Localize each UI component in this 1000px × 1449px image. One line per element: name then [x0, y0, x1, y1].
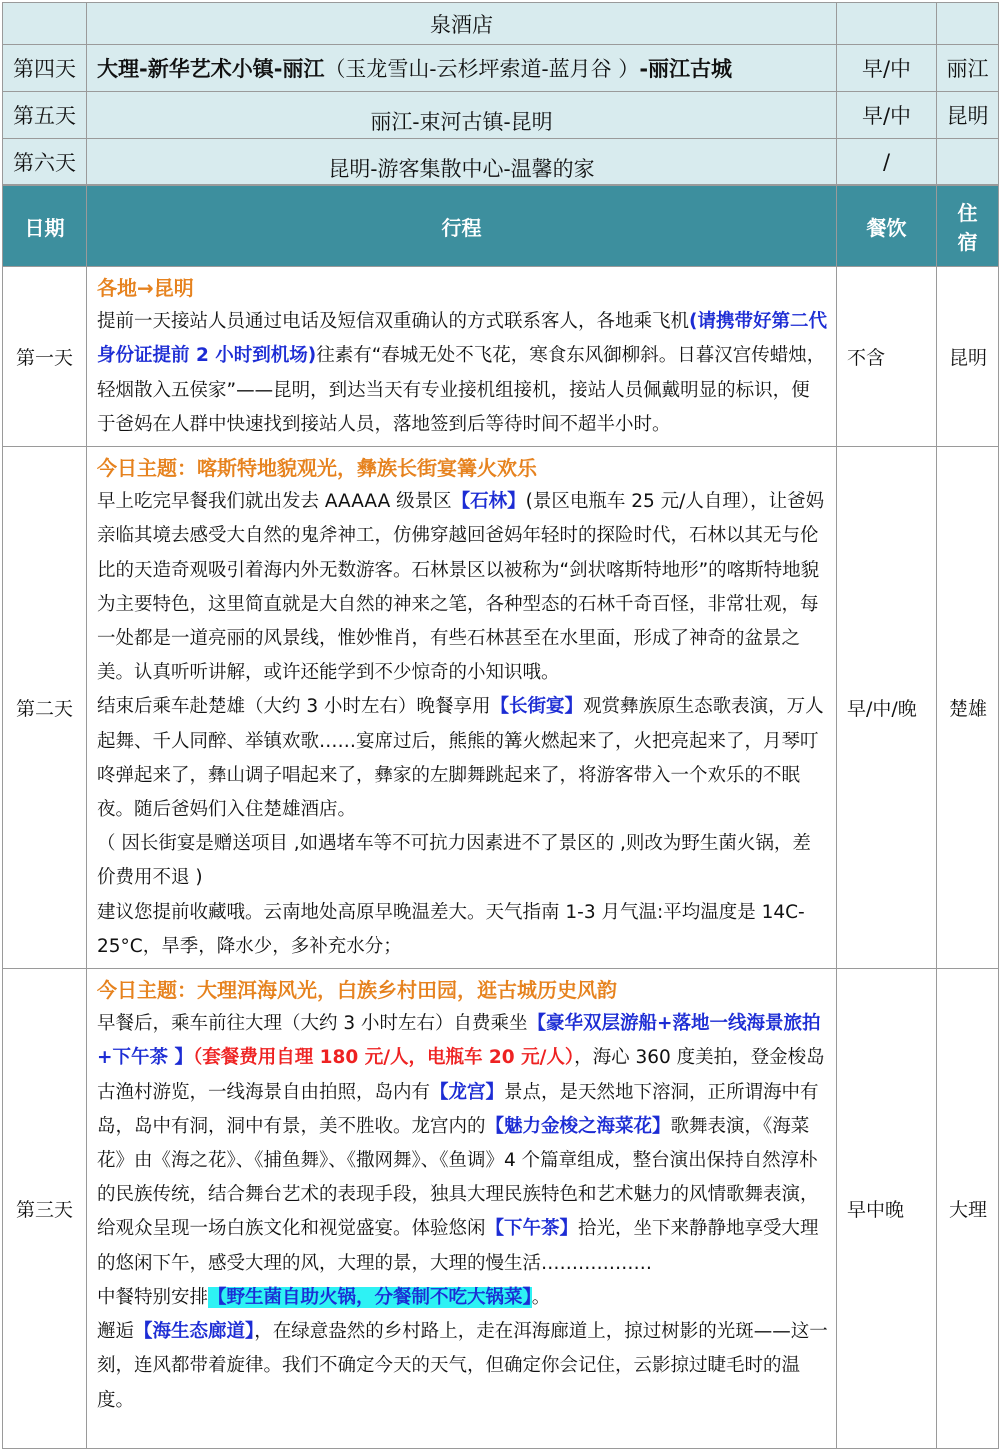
attraction-name: 【魅力金梭之海菜花】 — [485, 1115, 671, 1137]
header-lodging — [937, 186, 999, 267]
day-itinerary — [87, 969, 837, 1449]
day-paragraph — [97, 1315, 828, 1418]
summary-route-day4 — [87, 45, 837, 92]
text-span: 。 — [531, 1286, 551, 1308]
header-lodging-line2: 宿 — [957, 230, 978, 254]
day-label: 第一天 — [3, 267, 87, 447]
day-paragraph — [97, 485, 828, 690]
text-span: 观赏彝族原生态歌表演，万人起舞、千人同醉、举镇欢歌……宴席过后，熊熊的篝火燃起来了，火把亮起来了，月琴叮咚弹起来了，彝山调子唱起来了，彝家的左脚舞跳起来了，将游客带入一个欢乐的不眠夜。随后爸妈们入住楚雄酒店。 — [97, 696, 824, 821]
day-title: 各地→昆明 — [97, 276, 194, 300]
text-span: 早餐后，乘车前往大理（大约 3 小时左右）自费乘坐 — [97, 1013, 528, 1035]
text-span: 提前一天接站人员通过电话及短信双重确认的方式联系客人，各地乘飞机 — [97, 311, 690, 333]
attraction-name: 【海生态廊道】 — [134, 1321, 255, 1343]
summary-route: 昆明-游客集散中心-温馨的家 — [87, 139, 837, 185]
summary-route: 丽江-束河古镇-昆明 — [87, 92, 837, 139]
day-paragraph — [97, 690, 828, 827]
day-itinerary — [87, 447, 837, 969]
text-span: 歌舞表演，《海菜花》由《海之花》、《捕鱼舞》、《撒网舞》、《鱼调》4 个篇章组成，整台演出保持自然淳朴的民族传统，结合舞台艺术的表现手段，独具大理民族特色和艺术魅力的风情歌舞表演，给观众呈现一场白族文化和视觉盛宴。体验悠闲 — [97, 1115, 819, 1240]
day-paragraph — [97, 1281, 828, 1315]
itinerary-header-row — [3, 186, 999, 267]
summary-meal: 早/中 — [837, 45, 937, 92]
day-meals: 早/中/晚 — [837, 447, 937, 969]
day-row-3 — [3, 969, 999, 1449]
day-title: 今日主题：大理洱海风光，白族乡村田园，逛古城历史风韵 — [97, 978, 617, 1003]
attraction-name: 【龙宫】 — [430, 1081, 505, 1103]
route-bold-end: -丽江古城 — [639, 57, 733, 81]
highlight-notice: (请携带好第二代身份证提前 2 小时到机场) — [97, 311, 827, 367]
text-span: 结束后乘车赴楚雄（大约 3 小时左右）晚餐享用 — [97, 696, 491, 718]
attraction-name: 【下午茶】 — [485, 1218, 579, 1240]
day-lodging: 大理 — [937, 969, 999, 1449]
day-label: 第三天 — [3, 969, 87, 1449]
text-span: (景区电瓶车 25 元/人自理），让爸妈亲临其境去感受大自然的鬼斧神工，仿佛穿越回爸妈年轻时的探险时代，石林以其无与伦比的天造奇观吸引着海内外无数游客。石林景区以被称为“剑状喀斯特地形”的喀斯特地貌为主要特色，这里简直就是大自然的神来之笔，各种型态的石林千奇百怪，非常壮观，每一处都是一道亮丽的风景线，惟妙惟肖，有些石林甚至在水里面，形成了神奇的盆景之美。认真听听讲解，或许还能学到不少惊奇的小知识哦。 — [97, 491, 825, 684]
header-lodging-line1: 住 — [957, 201, 978, 225]
text-span: 中餐特别安排 — [97, 1286, 209, 1308]
summary-route: 泉酒店 — [87, 3, 837, 45]
route-plain: （玉龙雪山-云杉坪索道-蓝月谷 ） — [324, 57, 640, 81]
text-span: 拾光，坐下来静静地享受大理的悠闲下午，感受大理的风，大理的景，大理的慢生活……………… — [97, 1218, 819, 1274]
text-span: ，海心 360 度美拍，登金梭岛古渔村游览，一线海景自由拍照，岛内有 — [97, 1047, 825, 1103]
attraction-name: 【豪华双层游船+落地一线海景旅拍+下午茶 】 — [97, 1013, 821, 1069]
lunch-highlight: 【野生菌自助火锅，分餐制不吃大锅菜】 — [208, 1286, 532, 1308]
summary-day-cell — [3, 3, 87, 45]
day-row-1 — [3, 267, 999, 447]
text-span: 邂逅 — [97, 1321, 135, 1343]
header-itinerary: 行程 — [87, 186, 837, 267]
day-meals: 早中晚 — [837, 969, 937, 1449]
day-label: 第二天 — [3, 447, 87, 969]
day-lodging: 楚雄 — [937, 447, 999, 969]
summary-lodge — [937, 139, 999, 185]
day-weather-tip: 建议您提前收藏哦。云南地处高原早晚温差大。天气指南 1-3 月气温:平均温度是 14C-25°C，旱季，降水少，多补充水分； — [97, 901, 805, 957]
summary-day: 第六天 — [3, 139, 87, 185]
price-notice: （套餐费用自理 180 元/人，电瓶车 20 元/人） — [192, 1047, 575, 1069]
text-span: 往素有“春城无处不飞花，寒食东风御柳斜。日暮汉宫传蜡烛，轻烟散入五侯家”——昆明，到达当天有专业接机组接机，接站人员佩戴明显的标识，便于爸妈在人群中快速找到接站人员，落地签到后等待时间不超半小时。 — [97, 345, 826, 435]
summary-row-day6 — [3, 139, 999, 185]
day-title: 今日主题：喀斯特地貌观光，彝族长街宴篝火欢乐 — [97, 456, 537, 481]
summary-meal: / — [837, 139, 937, 185]
text-span: 早上吃完早餐我们就出发去 AAAAA 级景区 — [97, 491, 452, 513]
day-lodging: 昆明 — [937, 267, 999, 447]
header-date: 日期 — [3, 186, 87, 267]
attraction-name: 【长街宴】 — [490, 696, 584, 718]
route-bold-start: 大理-新华艺术小镇-丽江 — [97, 57, 325, 81]
day-row-2 — [3, 447, 999, 969]
summary-meal: 早/中 — [837, 92, 937, 139]
day-paragraph — [97, 1007, 828, 1281]
summary-row-day4 — [3, 45, 999, 92]
summary-lodge — [937, 3, 999, 45]
summary-lodge: 昆明 — [937, 92, 999, 139]
summary-day: 第四天 — [3, 45, 87, 92]
attraction-name: 【石林】 — [451, 491, 526, 513]
summary-lodge: 丽江 — [937, 45, 999, 92]
top-itinerary-summary — [2, 2, 999, 185]
header-meals: 餐饮 — [837, 186, 937, 267]
summary-row-day5 — [3, 92, 999, 139]
summary-row-hotel — [3, 3, 999, 45]
day-meals: 不含 — [837, 267, 937, 447]
day-paragraph — [97, 305, 828, 442]
summary-day: 第五天 — [3, 92, 87, 139]
summary-meal — [837, 3, 937, 45]
itinerary-table — [2, 185, 999, 1449]
text-span: 景点，是天然地下溶洞，正所谓海中有岛，岛中有洞，洞中有景，美不胜收。龙宫内的 — [97, 1081, 819, 1137]
day-note: （ 因长街宴是赠送项目 ,如遇堵车等不可抗力因素进不了景区的 ,则改为野生菌火锅，差价费用不退 ) — [97, 833, 811, 889]
text-span: ，在绿意盎然的乡村路上，走在洱海廊道上，掠过树影的光斑——这一刻，连风都带着旋律。我们不确定今天的天气，但确定你会记住，云影掠过睫毛时的温度。 — [97, 1321, 828, 1411]
day-itinerary — [87, 267, 837, 447]
